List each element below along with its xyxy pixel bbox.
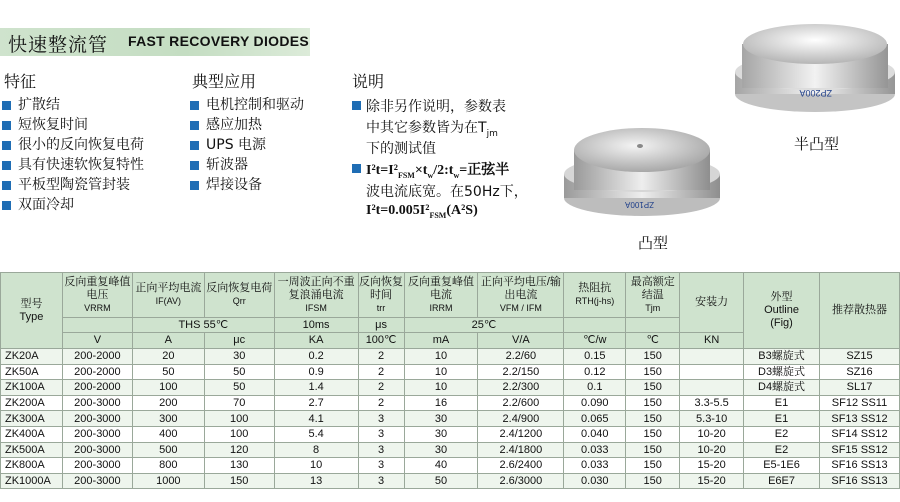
feature-item-label: 很小的反向恢复电荷 bbox=[18, 137, 144, 153]
table-cell: 2 bbox=[358, 364, 404, 380]
table-cell: 800 bbox=[132, 458, 204, 474]
unit-ifsm: KA bbox=[274, 333, 358, 349]
convex-marking: ZP100A bbox=[625, 200, 654, 209]
table-cell: SF16 SS13 bbox=[820, 458, 900, 474]
notes-line-6-sub: FSM bbox=[429, 210, 447, 220]
header-rth-label: 热阻抗 bbox=[578, 282, 612, 294]
table-cell: 150 bbox=[626, 349, 680, 365]
cond-25c: 25℃ bbox=[404, 318, 564, 333]
table-cell: 10 bbox=[274, 458, 358, 474]
notes-line-4-sub: FSM bbox=[397, 170, 415, 180]
table-cell: 8 bbox=[274, 442, 358, 458]
notes-line-4-b: ×t bbox=[414, 163, 428, 178]
table-cell: 150 bbox=[626, 442, 680, 458]
square-bullet-icon bbox=[2, 101, 11, 110]
unit-trr: 100℃ bbox=[358, 333, 404, 349]
table-row bbox=[1, 364, 900, 380]
table-row bbox=[1, 349, 900, 365]
notes-line-2-sub: jm bbox=[486, 128, 498, 139]
feature-item bbox=[0, 195, 144, 215]
table-cell: 30 bbox=[204, 349, 274, 365]
table-cell: 150 bbox=[204, 473, 274, 489]
table-cell: 13 bbox=[274, 473, 358, 489]
table-cell: 2.7 bbox=[274, 395, 358, 411]
table-row bbox=[1, 442, 900, 458]
table-cell: 100 bbox=[132, 380, 204, 396]
table-cell: 3.3-5.5 bbox=[680, 395, 744, 411]
table-cell: SF14 SS12 bbox=[820, 426, 900, 442]
table-cell: 20 bbox=[132, 349, 204, 365]
table-cell: 200-3000 bbox=[62, 426, 132, 442]
unit-tjm: ℃ bbox=[626, 333, 680, 349]
unit-mount: KN bbox=[680, 333, 744, 349]
header-qrr bbox=[204, 273, 274, 318]
header-outline-en: Outline bbox=[764, 304, 799, 316]
table-cell: 0.040 bbox=[564, 426, 626, 442]
table-cell: D3螺旋式 bbox=[744, 364, 820, 380]
notes-heading: 说明 bbox=[352, 72, 385, 91]
table-cell: 50 bbox=[204, 364, 274, 380]
unit-irrm: mA bbox=[404, 333, 478, 349]
header-qrr-label: 反向恢复电荷 bbox=[206, 282, 273, 294]
table-cell: 200-3000 bbox=[62, 442, 132, 458]
notes-line-4-sub2: w bbox=[427, 170, 434, 180]
table-cell: 200-3000 bbox=[62, 395, 132, 411]
table-cell: 2.6/3000 bbox=[478, 473, 564, 489]
features-list bbox=[0, 95, 144, 215]
table-cell bbox=[680, 380, 744, 396]
feature-item-label: 平板型陶瓷管封装 bbox=[18, 177, 130, 193]
notes-line-4-c: /2:t bbox=[433, 163, 454, 178]
application-item bbox=[188, 175, 304, 195]
table-cell: 5.3-10 bbox=[680, 411, 744, 427]
table-cell: 2.4/1200 bbox=[478, 426, 564, 442]
table-cell: 5.4 bbox=[274, 426, 358, 442]
table-cell: 3 bbox=[358, 442, 404, 458]
table-cell: 50 bbox=[204, 380, 274, 396]
square-bullet-icon bbox=[2, 141, 11, 150]
notes-line-5: 波电流底宽。在50Hz下， bbox=[366, 184, 528, 200]
table-cell: 70 bbox=[204, 395, 274, 411]
table-cell: 3 bbox=[358, 426, 404, 442]
square-bullet-icon bbox=[190, 101, 199, 110]
table-row bbox=[1, 395, 900, 411]
cond-ths: THS 55℃ bbox=[132, 318, 274, 333]
table-cell: 30 bbox=[404, 411, 478, 427]
feature-item-label: 短恢复时间 bbox=[18, 117, 88, 133]
table-cell: 0.12 bbox=[564, 364, 626, 380]
table-cell: SF15 SS12 bbox=[820, 442, 900, 458]
cond-ms: 10ms bbox=[274, 318, 358, 333]
table-cell: 100 bbox=[204, 411, 274, 427]
header-ifav bbox=[132, 273, 204, 318]
feature-item bbox=[0, 135, 144, 155]
table-cell: 0.2 bbox=[274, 349, 358, 365]
table-cell: 0.033 bbox=[564, 442, 626, 458]
title-english: FAST RECOVERY DIODES bbox=[128, 33, 310, 49]
header-ifsm-sym: IFSM bbox=[305, 302, 327, 313]
header-mount: 安装力 bbox=[680, 273, 744, 333]
notes-line-2-text: 中其它参数皆为在T bbox=[366, 120, 487, 136]
table-cell: 2 bbox=[358, 380, 404, 396]
table-cell: 2.4/1800 bbox=[478, 442, 564, 458]
header-rth-sym: RTH(j-hs) bbox=[575, 296, 615, 306]
table-cell: 120 bbox=[204, 442, 274, 458]
table-cell: 10 bbox=[404, 380, 478, 396]
table-cell: 150 bbox=[626, 395, 680, 411]
square-bullet-icon bbox=[2, 121, 11, 130]
table-cell: 10 bbox=[404, 364, 478, 380]
feature-item-label: 具有快速软恢复特性 bbox=[18, 157, 144, 173]
table-cell: SF13 SS12 bbox=[820, 411, 900, 427]
cond-rth-blank bbox=[564, 318, 626, 333]
header-heatsink: 推荐散热器 bbox=[820, 273, 900, 349]
table-cell: ZK1000A bbox=[1, 473, 63, 489]
header-ifav-sym: IF(AV) bbox=[155, 296, 181, 306]
notes-line-3: 下的测试值 bbox=[366, 141, 436, 157]
notes-line-6-a: I²t=0.005I² bbox=[366, 203, 430, 218]
applications-heading: 典型应用 bbox=[192, 72, 257, 91]
header-vfm-label: 正向平均电压/输出电流 bbox=[480, 275, 561, 301]
notes-line-1: 除非另作说明，参数表 bbox=[366, 99, 506, 115]
header-tjm-sym: Tjm bbox=[645, 302, 661, 313]
half-convex-label: 半凸型 bbox=[794, 135, 840, 153]
features-heading: 特征 bbox=[4, 72, 37, 91]
table-cell: E6E7 bbox=[744, 473, 820, 489]
table-cell: 0.9 bbox=[274, 364, 358, 380]
table-cell: 10 bbox=[404, 349, 478, 365]
header-trr-sym: trr bbox=[376, 302, 386, 313]
square-bullet-icon bbox=[190, 121, 199, 130]
convex-disc-image bbox=[560, 108, 725, 218]
table-cell: SZ16 bbox=[820, 364, 900, 380]
header-ifsm-label: 一周波正向不重复浪涌电流 bbox=[277, 275, 355, 301]
table-cell: 100 bbox=[204, 426, 274, 442]
notes-line-4-a: I²t=I² bbox=[366, 163, 398, 178]
header-vfm bbox=[478, 273, 564, 318]
table-cell: 0.15 bbox=[564, 349, 626, 365]
table-cell: 4.1 bbox=[274, 411, 358, 427]
feature-item-label: 扩散结 bbox=[18, 97, 60, 113]
table-cell: E1 bbox=[744, 411, 820, 427]
table-row bbox=[1, 473, 900, 489]
table-cell: 200 bbox=[132, 395, 204, 411]
unit-rth: ℃/w bbox=[564, 333, 626, 349]
header-trr-label: 反向恢复时间 bbox=[359, 275, 404, 301]
table-cell: 150 bbox=[626, 411, 680, 427]
square-bullet-icon bbox=[190, 181, 199, 190]
header-tjm bbox=[626, 273, 680, 318]
table-cell: SL17 bbox=[820, 380, 900, 396]
table-cell: 16 bbox=[404, 395, 478, 411]
table-cell: 10-20 bbox=[680, 426, 744, 442]
cond-us: μs bbox=[358, 318, 404, 333]
table-cell: E1 bbox=[744, 395, 820, 411]
header-ifsm bbox=[274, 273, 358, 318]
application-item-label: 感应加热 bbox=[206, 117, 262, 133]
spec-table-body bbox=[1, 349, 900, 489]
notes-line-2 bbox=[366, 117, 498, 139]
table-cell: 0.065 bbox=[564, 411, 626, 427]
notes-line-4 bbox=[366, 159, 509, 180]
header-outline-fig: (Fig) bbox=[770, 317, 793, 329]
table-cell: 400 bbox=[132, 426, 204, 442]
header-irrm bbox=[404, 273, 478, 318]
table-cell: 150 bbox=[626, 380, 680, 396]
table-cell: ZK20A bbox=[1, 349, 63, 365]
header-row-names bbox=[1, 273, 900, 318]
feature-item bbox=[0, 155, 144, 175]
table-cell: ZK50A bbox=[1, 364, 63, 380]
table-cell: SF12 SS11 bbox=[820, 395, 900, 411]
table-cell: E2 bbox=[744, 426, 820, 442]
header-trr bbox=[358, 273, 404, 318]
title-bar bbox=[0, 28, 310, 56]
notes-line-6-b: (A²S) bbox=[446, 203, 478, 218]
table-cell: 150 bbox=[626, 473, 680, 489]
notes-bullet-1 bbox=[352, 101, 361, 110]
table-cell: 0.090 bbox=[564, 395, 626, 411]
notes-line-6 bbox=[366, 203, 478, 220]
table-cell: 0.030 bbox=[564, 473, 626, 489]
table-row bbox=[1, 458, 900, 474]
table-cell: 150 bbox=[626, 426, 680, 442]
table-cell: 2.2/60 bbox=[478, 349, 564, 365]
unit-vfm: V/A bbox=[478, 333, 564, 349]
header-vrrm bbox=[62, 273, 132, 318]
application-item-label: UPS 电源 bbox=[206, 137, 267, 153]
convex-label: 凸型 bbox=[638, 234, 669, 252]
feature-item-label: 双面冷却 bbox=[18, 197, 74, 213]
table-cell: 200-2000 bbox=[62, 349, 132, 365]
table-cell: 30 bbox=[404, 426, 478, 442]
applications-list bbox=[188, 95, 304, 195]
table-cell: 200-3000 bbox=[62, 458, 132, 474]
header-irrm-sym: IRRM bbox=[429, 302, 453, 313]
table-cell: 2.4/900 bbox=[478, 411, 564, 427]
table-cell: 2.2/300 bbox=[478, 380, 564, 396]
table-cell: 2 bbox=[358, 349, 404, 365]
table-cell: D4螺旋式 bbox=[744, 380, 820, 396]
table-cell: E2 bbox=[744, 442, 820, 458]
header-tjm-label: 最高额定结温 bbox=[630, 275, 675, 301]
unit-ifav: A bbox=[132, 333, 204, 349]
application-item bbox=[188, 135, 304, 155]
table-cell: 10-20 bbox=[680, 442, 744, 458]
table-cell: 1.4 bbox=[274, 380, 358, 396]
table-cell: ZK100A bbox=[1, 380, 63, 396]
table-row bbox=[1, 411, 900, 427]
application-item bbox=[188, 115, 304, 135]
table-cell: 3 bbox=[358, 473, 404, 489]
table-cell: 150 bbox=[626, 364, 680, 380]
header-model bbox=[1, 273, 63, 349]
header-vfm-sym: VFM / IFM bbox=[499, 302, 542, 313]
header-ifav-label: 正向平均电流 bbox=[135, 282, 202, 294]
application-item-label: 焊接设备 bbox=[206, 177, 262, 193]
table-cell: 2.2/150 bbox=[478, 364, 564, 380]
notes-line-4-d: =正弦半 bbox=[459, 163, 510, 178]
application-item-label: 斩波器 bbox=[206, 157, 248, 173]
table-cell: 3 bbox=[358, 458, 404, 474]
table-cell: 3 bbox=[358, 411, 404, 427]
table-cell: ZK200A bbox=[1, 395, 63, 411]
half-convex-disc-image bbox=[730, 14, 900, 118]
table-row bbox=[1, 426, 900, 442]
table-cell: 50 bbox=[132, 364, 204, 380]
header-irrm-label: 反向重复峰值电流 bbox=[407, 275, 474, 301]
square-bullet-icon bbox=[2, 201, 11, 210]
table-cell: 40 bbox=[404, 458, 478, 474]
header-outline bbox=[744, 273, 820, 349]
table-cell: ZK300A bbox=[1, 411, 63, 427]
unit-qrr: μc bbox=[204, 333, 274, 349]
table-cell: B3螺旋式 bbox=[744, 349, 820, 365]
square-bullet-icon bbox=[190, 161, 199, 170]
table-cell: 200-2000 bbox=[62, 380, 132, 396]
feature-item bbox=[0, 95, 144, 115]
notes-line-4-sub3: w bbox=[453, 170, 460, 180]
table-cell: 300 bbox=[132, 411, 204, 427]
square-bullet-icon bbox=[2, 161, 11, 170]
table-cell: 130 bbox=[204, 458, 274, 474]
header-vrrm-sym: VRRM bbox=[84, 302, 111, 313]
header-vrrm-label: 反向重复峰值电压 bbox=[64, 275, 131, 301]
table-cell: 200-2000 bbox=[62, 364, 132, 380]
table-cell: 2.6/2400 bbox=[478, 458, 564, 474]
table-cell: 0.033 bbox=[564, 458, 626, 474]
table-cell: 15-20 bbox=[680, 458, 744, 474]
table-cell bbox=[680, 349, 744, 365]
square-bullet-icon bbox=[2, 181, 11, 190]
table-cell bbox=[680, 364, 744, 380]
application-item bbox=[188, 155, 304, 175]
feature-item bbox=[0, 175, 144, 195]
table-cell: 50 bbox=[404, 473, 478, 489]
header-qrr-sym: Qrr bbox=[232, 296, 246, 306]
table-cell: SZ15 bbox=[820, 349, 900, 365]
table-cell: 0.1 bbox=[564, 380, 626, 396]
header-model-cn: 型号 bbox=[20, 297, 43, 310]
table-row bbox=[1, 380, 900, 396]
spec-table bbox=[0, 272, 900, 489]
notes-bullet-2 bbox=[352, 164, 361, 173]
table-cell: 15-20 bbox=[680, 473, 744, 489]
table-cell: E5-1E6 bbox=[744, 458, 820, 474]
title-chinese: 快速整流管 bbox=[8, 34, 109, 56]
table-cell: ZK400A bbox=[1, 426, 63, 442]
table-cell: 30 bbox=[404, 442, 478, 458]
table-cell: ZK500A bbox=[1, 442, 63, 458]
application-item bbox=[188, 95, 304, 115]
application-item-label: 电机控制和驱动 bbox=[206, 97, 304, 113]
table-cell: 150 bbox=[626, 458, 680, 474]
table-cell: 2 bbox=[358, 395, 404, 411]
table-cell: 500 bbox=[132, 442, 204, 458]
half-convex-marking: ZP200A bbox=[799, 88, 832, 98]
header-model-en: Type bbox=[19, 310, 44, 323]
table-cell: 200-3000 bbox=[62, 411, 132, 427]
square-bullet-icon bbox=[190, 141, 199, 150]
unit-vrrm: V bbox=[62, 333, 132, 349]
cond-tjm-blank bbox=[626, 318, 680, 333]
table-cell: SF16 SS13 bbox=[820, 473, 900, 489]
feature-item bbox=[0, 115, 144, 135]
cond-vrrm-blank bbox=[62, 318, 132, 333]
table-cell: 2.2/600 bbox=[478, 395, 564, 411]
table-cell: 1000 bbox=[132, 473, 204, 489]
table-cell: ZK800A bbox=[1, 458, 63, 474]
table-cell: 200-3000 bbox=[62, 473, 132, 489]
header-outline-cn: 外型 bbox=[770, 291, 793, 303]
header-rth bbox=[564, 273, 626, 318]
